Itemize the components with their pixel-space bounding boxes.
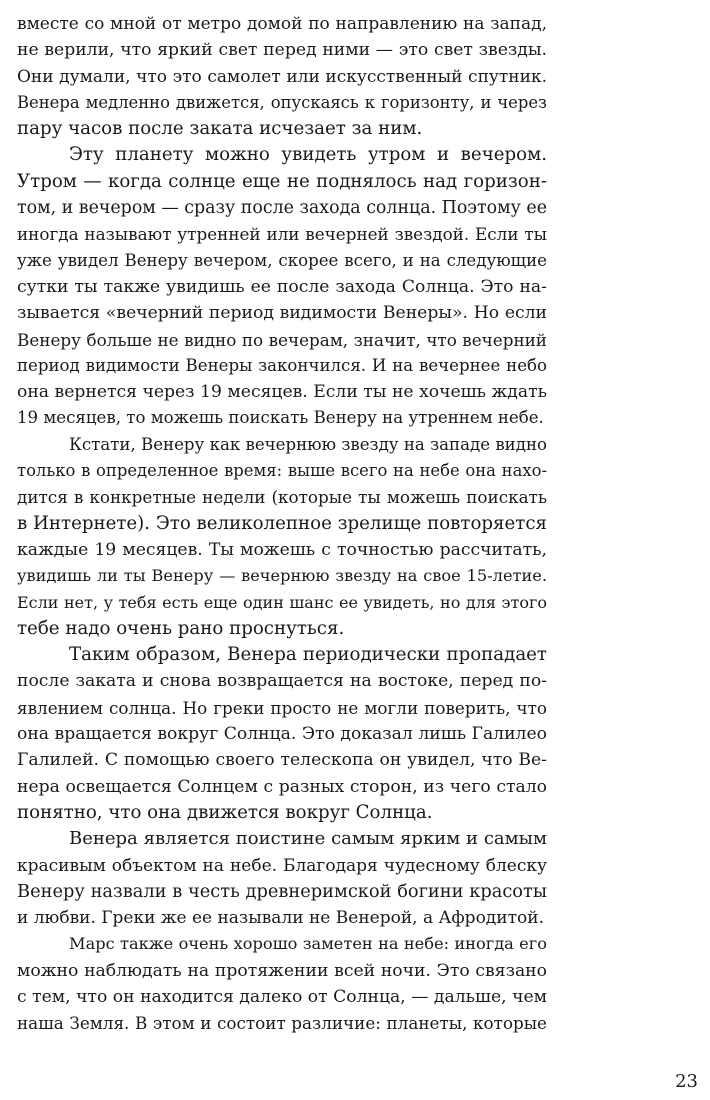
text-line: уже увидел Венеру вечером, скорее всего, и на следующие bbox=[17, 250, 547, 270]
text-line: она вернется через 19 месяцев. Если ты не хочешь ждать bbox=[17, 382, 547, 403]
body-text bbox=[17, 11, 547, 1037]
text-line: Эту планету можно увидеть утром и вечером. bbox=[69, 144, 547, 166]
text-line: Утром — когда солнце еще не поднялось над горизон- bbox=[17, 170, 547, 192]
text-line: Марс также очень хорошо заметен на небе: иногда его bbox=[69, 934, 547, 954]
text-line: зывается «вечерний период видимости Венеры». Но если bbox=[17, 303, 547, 324]
text-line: понятно, что она движется вокруг Солнца. bbox=[17, 801, 433, 823]
text-line: Венера медленно движется, опускаясь к горизонту, и через bbox=[17, 92, 547, 112]
text-line: нера освещается Солнцем с разных сторон, из чего стало bbox=[17, 776, 547, 797]
text-line: иногда называют утренней или вечерней звездой. Если ты bbox=[17, 224, 547, 245]
text-line: увидишь ли ты Венеру — вечернюю звезду на свое 15-летие. bbox=[17, 566, 547, 586]
text-line: каждые 19 месяцев. Ты можешь с точностью рассчитать, bbox=[17, 539, 547, 560]
text-line: и любви. Греки же ее называли не Венерой, а Афродитой. bbox=[17, 908, 544, 929]
text-line: том, и вечером — сразу после захода солнца. Поэтому ее bbox=[17, 198, 547, 219]
text-line: Они думали, что это самолет или искусственный спутник. bbox=[17, 66, 547, 87]
text-line: период видимости Венеры закончился. И на вечернее небо bbox=[17, 355, 547, 375]
text-line: можно наблюдать на протяжении всей ночи. Это связано bbox=[17, 960, 547, 981]
text-line: сутки ты также увидишь ее после захода Солнца. Это на- bbox=[17, 276, 547, 297]
text-line: явлением солнца. Но греки просто не могли поверить, что bbox=[17, 697, 547, 718]
text-line: вместе со мной от метро домой по направлению на запад, bbox=[17, 14, 547, 34]
text-line: пару часов после заката исчезает за ним. bbox=[17, 118, 423, 140]
text-line: 19 месяцев, то можешь поискать Венеру на утреннем небе. bbox=[17, 408, 544, 428]
text-line: Венеру больше не видно по вечерам, значит, что вечерний bbox=[17, 329, 547, 350]
text-line: дится в конкретные недели (которые ты можешь поискать bbox=[17, 487, 547, 508]
text-line: Кстати, Венеру как вечернюю звезду на западе видно bbox=[69, 434, 547, 454]
paragraph bbox=[17, 432, 547, 642]
text-line: после заката и снова возвращается на востоке, перед по- bbox=[17, 671, 547, 692]
text-line: она вращается вокруг Солнца. Это доказал лишь Галилео bbox=[17, 724, 547, 745]
text-line: красивым объектом на небе. Благодаря чудесному блеску bbox=[17, 855, 547, 876]
paragraph bbox=[17, 826, 547, 931]
text-line: в Интернете). Это великолепное зрелище повторяется bbox=[17, 512, 547, 534]
text-line: наша Земля. В этом и состоит различие: планеты, которые bbox=[17, 1013, 547, 1034]
paragraph bbox=[17, 142, 547, 431]
text-line: Венеру назвали в честь древнеримской богини красоты bbox=[17, 880, 547, 902]
text-line: Галилей. С помощью своего телескопа он увидел, что Ве- bbox=[17, 750, 547, 771]
text-line: только в определенное время: выше всего на небе она нахо- bbox=[17, 461, 547, 481]
text-line: не верили, что яркий свет перед ними — это свет звезды. bbox=[17, 40, 547, 61]
page-number: 23 bbox=[675, 1071, 698, 1092]
text-line: тебе надо очень рано проснуться. bbox=[17, 617, 345, 639]
paragraph bbox=[17, 11, 547, 142]
paragraph bbox=[17, 931, 547, 1036]
text-line: Венера является поистине самым ярким и самым bbox=[69, 828, 547, 850]
text-line: Если нет, у тебя есть еще один шанс ее увидеть, но для этого bbox=[17, 592, 547, 612]
text-line: с тем, что он находится далеко от Солнца, — дальше, чем bbox=[17, 986, 547, 1007]
text-line: Таким образом, Венера периодически пропадает bbox=[69, 644, 547, 666]
paragraph bbox=[17, 642, 547, 826]
